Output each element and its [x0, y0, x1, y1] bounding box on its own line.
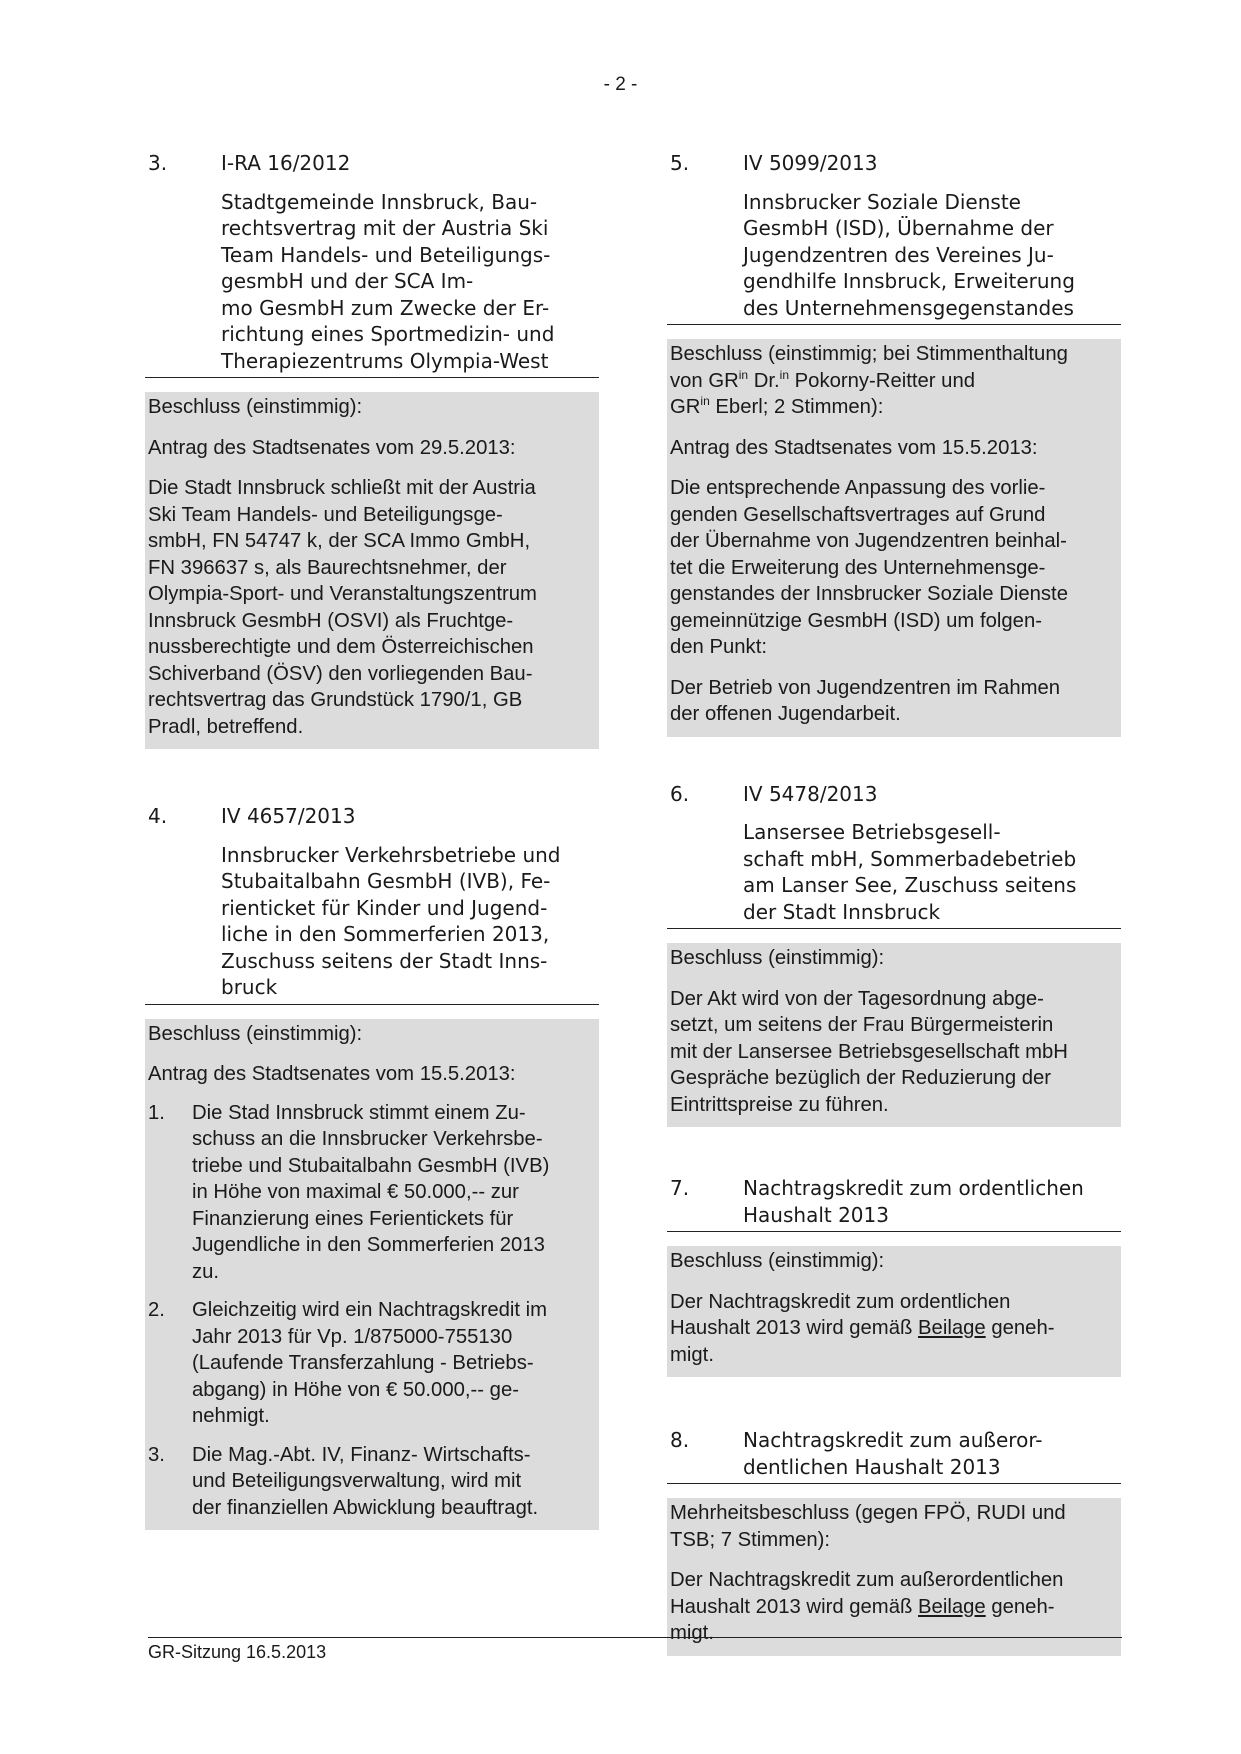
text-line: den Punkt:: [670, 636, 767, 658]
item-number: 8.: [670, 1428, 690, 1452]
item-code: IV 5099/2013: [743, 151, 878, 175]
page-number: - 2 -: [603, 74, 638, 95]
text-line: Gleichzeitig wird ein Nachtragskredit im: [192, 1299, 548, 1321]
text-line: und Beteiligungsverwaltung, wird mit: [192, 1470, 522, 1492]
text-line: migt.: [670, 1622, 714, 1644]
item-title: [743, 189, 1121, 322]
resolution-points: [148, 1100, 596, 1522]
text-line: Jahr 2013 für Vp. 1/875000-755130: [192, 1325, 513, 1348]
text-line: der Übernahme von Jugendzentren beinhal-: [670, 530, 1067, 552]
text-line: TSB; 7 Stimmen):: [670, 1528, 831, 1551]
title-line: liche in den Sommerferien 2013,: [221, 922, 550, 946]
title-line: Innsbrucker Soziale Dienste: [743, 189, 1021, 214]
item-heading: [667, 150, 1121, 325]
motion-label: Antrag des Stadtsenates vom 15.5.2013:: [148, 1063, 516, 1085]
title-line: gesmbH und der SCA Im-: [221, 269, 474, 293]
item-code: I-RA 16/2012: [221, 151, 351, 175]
text-line: Der Nachtragskredit zum außerordentlichen: [670, 1569, 1064, 1591]
resolution-box: [145, 392, 599, 749]
item-heading: [667, 1175, 1121, 1232]
text-fragment: GR: [670, 396, 701, 418]
text-fragment: Haushalt 2013 wird gemäß: [670, 1317, 919, 1339]
item-title: [221, 842, 599, 1001]
title-line: am Lanser See, Zuschuss seitens: [743, 873, 1077, 897]
resolution-label: Beschluss (einstimmig):: [670, 947, 885, 969]
resolution-text: [670, 1565, 1118, 1647]
motion-label: Antrag des Stadtsenates vom 29.5.2013:: [148, 436, 516, 459]
text-fragment: Eberl; 2 Stimmen):: [709, 396, 884, 418]
text-line: der offenen Jugendarbeit.: [670, 703, 901, 725]
title-line: gendhilfe Innsbruck, Erweiterung: [743, 269, 1075, 293]
text-line: Ski Team Handels- und Beteiligungsge-: [148, 503, 503, 526]
resolution-box: [667, 339, 1121, 737]
title-line: Stadtgemeinde Innsbruck, Bau-: [221, 189, 538, 214]
title-line: dentlichen Haushalt 2013: [743, 1454, 1001, 1479]
title-line: Therapiezentrums Olympia-West: [221, 348, 549, 373]
item-title: [743, 1175, 1121, 1228]
title-line: bruck: [221, 975, 278, 999]
title-line: Haushalt 2013: [743, 1202, 889, 1227]
title-line: Nachtragskredit zum ordentlichen: [743, 1176, 1084, 1200]
text-line: rechtsvertrag das Grundstück 1790/1, GB: [148, 689, 523, 711]
resolution-label: Beschluss (einstimmig):: [148, 396, 363, 418]
text-fragment: von GR: [670, 369, 739, 392]
title-line: des Unternehmensgegenstandes: [743, 295, 1074, 320]
item-heading: [145, 150, 599, 378]
item-number: 7.: [670, 1176, 690, 1200]
text-line: schuss an die Innsbrucker Verkehrsbe-: [192, 1128, 543, 1150]
text-fragment: Haushalt 2013 wird gemäß: [670, 1595, 919, 1618]
text-fragment: Pokorny-Reitter und: [789, 369, 976, 392]
text-line: Die Stad Innsbruck stimmt einem Zu-: [192, 1101, 526, 1124]
motion-label: Antrag des Stadtsenates vom 15.5.2013:: [670, 436, 1038, 459]
item-title: [743, 819, 1121, 925]
agenda-item-8: [667, 1427, 1121, 1656]
text-line: der finanziellen Abwicklung beauftragt.: [192, 1496, 539, 1519]
attachment-link[interactable]: Beilage: [918, 1317, 986, 1339]
attachment-link[interactable]: Beilage: [918, 1595, 986, 1618]
resolution-label: Beschluss (einstimmig):: [148, 1022, 363, 1045]
resolution-text: [670, 1287, 1118, 1369]
item-heading: [667, 781, 1121, 930]
list-number: 3.: [148, 1443, 165, 1466]
text-line: Der Nachtragskredit zum ordentlichen: [670, 1290, 1011, 1313]
resolution-box: [667, 1246, 1121, 1377]
list-number: 1.: [148, 1101, 165, 1124]
item-number: 5.: [670, 151, 690, 175]
list-item: [148, 1442, 596, 1522]
resolution-label: Beschluss (einstimmig):: [670, 1250, 885, 1272]
text-line: Die entsprechende Anpassung des vorlie-: [670, 477, 1046, 499]
title-line: Lansersee Betriebsgesell-: [743, 820, 1001, 844]
list-item: [148, 1100, 596, 1286]
text-line: FN 396637 s, als Baurechtsnehmer, der: [148, 556, 507, 579]
text-line: nehmigt.: [192, 1405, 270, 1427]
item-number: 4.: [148, 804, 168, 828]
left-column: [145, 150, 599, 1530]
text-line: Olympia-Sport- und Veranstaltungszentrum: [148, 583, 537, 605]
title-line: richtung eines Sportmedizin- und: [221, 322, 555, 346]
title-line: Team Handels- und Beteiligungs-: [221, 242, 551, 267]
text-line: setzt, um seitens der Frau Bürgermeisterin: [670, 1014, 1054, 1036]
text-line: smbH, FN 54747 k, der SCA Immo GmbH,: [148, 530, 531, 552]
resolution-label: [670, 339, 1118, 421]
text-line: Beschluss (einstimmig; bei Stimmenthaltung: [670, 343, 1068, 365]
text-line: gemeinnützige GesmbH (ISD) um folgen-: [670, 609, 1042, 632]
text-line: Die Stadt Innsbruck schließt mit der Austria: [148, 477, 536, 499]
resolution-label: [670, 1498, 1118, 1553]
text-line: mit der Lansersee Betriebsgesellschaft mbH: [670, 1040, 1068, 1063]
resolution-box: [145, 1019, 599, 1531]
list-item: [148, 1297, 596, 1430]
text-line: tet die Erweiterung des Unternehmensge-: [670, 556, 1046, 579]
page-footer: GR-Sitzung 16.5.2013: [148, 1637, 1122, 1663]
title-line: Nachtragskredit zum außeror-: [743, 1428, 1043, 1452]
agenda-item-7: [667, 1175, 1121, 1377]
item-title: [221, 189, 599, 375]
item-title: [743, 1427, 1121, 1480]
item-heading: [145, 803, 599, 1005]
title-line: rechtsvertrag mit der Austria Ski: [221, 216, 549, 240]
text-line: Mehrheitsbeschluss (gegen FPÖ, RUDI und: [670, 1502, 1066, 1524]
resolution-text: [670, 673, 1118, 728]
title-line: rienticket für Kinder und Jugend-: [221, 895, 548, 920]
text-line: abgang) in Höhe von € 50.000,-- ge-: [192, 1378, 519, 1401]
text-line: Pradl, betreffend.: [148, 715, 304, 738]
text-line: in Höhe von maximal € 50.000,-- zur: [192, 1181, 519, 1203]
item-code: IV 4657/2013: [221, 804, 356, 828]
text-fragment: geneh-: [985, 1595, 1055, 1618]
resolution-text: [670, 984, 1118, 1119]
text-line: Der Betrieb von Jugendzentren im Rahmen: [670, 676, 1061, 699]
agenda-item-4: [145, 803, 599, 1530]
text-line: genstandes der Innsbrucker Soziale Dienste: [670, 583, 1068, 605]
title-line: der Stadt Innsbruck: [743, 899, 941, 924]
resolution-text: [670, 473, 1118, 661]
text-line: Eintrittspreise zu führen.: [670, 1093, 889, 1116]
text-line: nussberechtigte und dem Österreichischen: [148, 636, 534, 658]
agenda-item-5: [667, 150, 1121, 737]
text-line: migt.: [670, 1343, 714, 1366]
resolution-box: [667, 943, 1121, 1127]
item-code: IV 5478/2013: [743, 781, 878, 806]
item-heading: [667, 1427, 1121, 1484]
superscript: in: [779, 367, 790, 382]
superscript: in: [738, 367, 749, 382]
text-line: Schiverband (ÖSV) den vorliegenden Bau-: [148, 662, 533, 685]
resolution-text: [148, 473, 596, 740]
right-column: [667, 150, 1121, 1656]
resolution-box: [667, 1498, 1121, 1656]
text-line: Finanzierung eines Ferientickets für: [192, 1207, 514, 1230]
item-number: 6.: [670, 781, 690, 806]
text-fragment: Dr.: [748, 369, 780, 392]
agenda-item-6: [667, 781, 1121, 1128]
text-line: zu.: [192, 1260, 220, 1283]
superscript: in: [700, 394, 710, 409]
text-line: triebe und Stubaitalbahn GesmbH (IVB): [192, 1154, 550, 1177]
title-line: Innsbrucker Verkehrsbetriebe und: [221, 842, 561, 867]
text-line: Der Akt wird von der Tagesordnung abge-: [670, 987, 1044, 1010]
item-number: 3.: [148, 151, 168, 175]
title-line: Jugendzentren des Vereines Ju-: [743, 242, 1054, 267]
text-line: Jugendliche in den Sommerferien 2013: [192, 1234, 545, 1256]
title-line: GesmbH (ISD), Übernahme der: [743, 216, 1054, 240]
text-line: Die Mag.-Abt. IV, Finanz- Wirtschafts-: [192, 1443, 531, 1466]
title-line: Zuschuss seitens der Stadt Inns-: [221, 948, 548, 973]
title-line: Stubaitalbahn GesmbH (IVB), Fe-: [221, 869, 551, 893]
text-line: Innsbruck GesmbH (OSVI) als Fruchtge-: [148, 609, 514, 632]
text-line: (Laufende Transferzahlung - Betriebs-: [192, 1352, 534, 1374]
list-number: 2.: [148, 1299, 165, 1321]
text-fragment: geneh-: [985, 1317, 1055, 1339]
text-line: Gespräche bezüglich der Reduzierung der: [670, 1067, 1052, 1089]
text-line: genden Gesellschaftsvertrages auf Grund: [670, 503, 1046, 526]
title-line: schaft mbH, Sommerbadebetrieb: [743, 846, 1077, 871]
agenda-item-3: [145, 150, 599, 749]
title-line: mo GesmbH zum Zwecke der Er-: [221, 295, 550, 320]
